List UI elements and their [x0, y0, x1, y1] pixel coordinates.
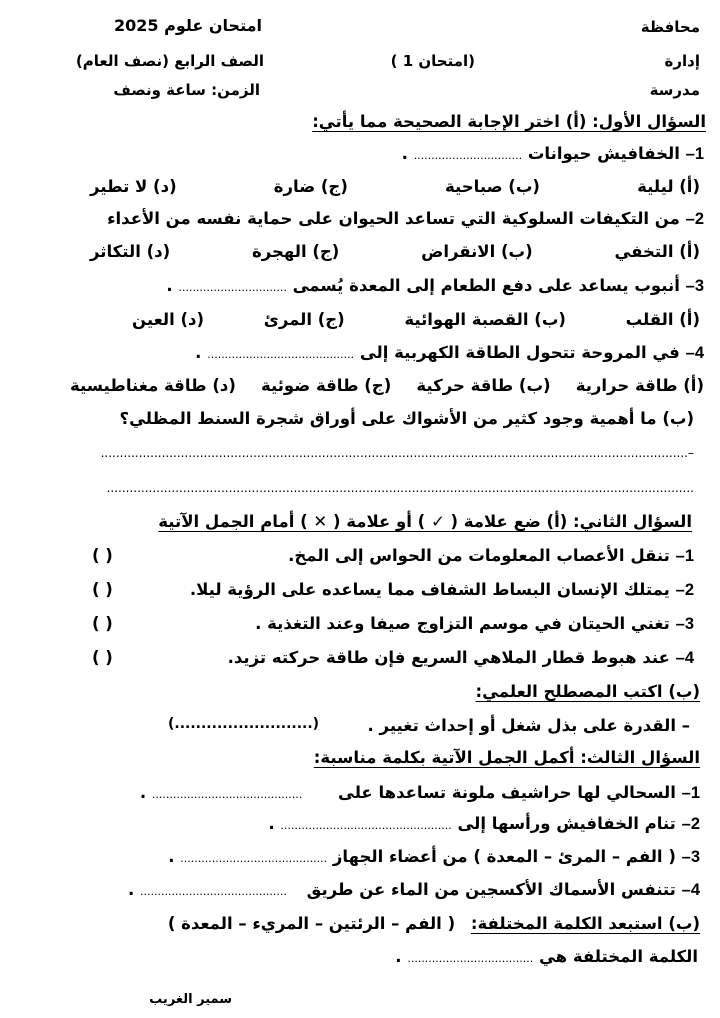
- q2-title: السؤال الثاني: (أ) ضع علامة ( ✓ ) أو علامة ( ✕ ) أمام الجمل الآتية: [158, 512, 692, 531]
- q3-item-3-end: .: [168, 847, 175, 866]
- q2-item-3: [255, 614, 694, 634]
- q3-item-1-number: 1–: [681, 784, 700, 802]
- q3-item-1-text: السحالي لها حراشيف ملونة تساعدها على: [338, 783, 676, 802]
- q1-item-1: [402, 144, 704, 164]
- q3-item-2-number: 2–: [681, 815, 700, 833]
- option-a[interactable]: (أ) التخفي: [614, 242, 700, 261]
- option-c[interactable]: (ج) الهجرة: [251, 242, 340, 261]
- q3-b-answer-label: الكلمة المختلفة هي: [538, 947, 698, 966]
- option-b[interactable]: (ب) الانقراض: [421, 242, 533, 261]
- q3-b-title: (ب) استبعد الكلمة المختلفة:: [470, 914, 700, 933]
- q1-item-4: [195, 343, 704, 363]
- q3-item-4-text: تتنفس الأسماك الأكسجين من الماء عن طريق: [306, 880, 676, 899]
- q3-item-1-end: .: [139, 783, 147, 802]
- q1-b-answer-line-1[interactable]: –..........................................................................................................................................................: [100, 446, 694, 460]
- q3-item-4-blank[interactable]: ..........................................: [139, 885, 287, 898]
- q1-item-3-end: .: [166, 276, 173, 295]
- option-a[interactable]: (أ) القلب: [625, 310, 700, 329]
- school-label: مدرسة: [649, 81, 700, 99]
- q3-item-2-blank[interactable]: .................................................: [280, 819, 452, 832]
- q3-title: السؤال الثالث: أكمل الجمل الآتية بكلمة مناسبة:: [313, 748, 700, 767]
- q1-item-1-number: 1–: [685, 145, 704, 163]
- q3-b-answer-line: [395, 947, 698, 966]
- q1-b-answer-line-2[interactable]: ..........................................................................................................................................................: [106, 481, 694, 495]
- q3-item-4: [128, 880, 700, 900]
- option-d[interactable]: (د) طاقة مغناطيسية: [70, 376, 236, 395]
- q2-item-4-number: 4–: [675, 649, 694, 667]
- q3-item-2-end: .: [268, 814, 275, 833]
- option-d[interactable]: (د) العين: [132, 310, 205, 329]
- teacher-signature: سمير الغريب: [149, 992, 232, 1007]
- q1-item-1-options: [90, 177, 700, 196]
- q1-item-2-number: 2–: [685, 210, 704, 228]
- administration-label: إدارة: [664, 52, 700, 70]
- q1-item-1-end: .: [401, 144, 408, 163]
- grade-label: الصف الرابع (نصف العام): [75, 52, 264, 70]
- q1-item-2-options: [90, 242, 700, 261]
- q3-b-answer-blank[interactable]: ....................................: [407, 952, 534, 965]
- option-d[interactable]: (د) لا تطير: [90, 177, 177, 196]
- q2-item-2-text: يمتلك الإنسان البساط الشفاف مما يساعده على الرؤية ليلا.: [189, 580, 670, 599]
- option-c[interactable]: (ج) طاقة ضوئية: [261, 376, 392, 395]
- q3-item-4-number: 4–: [681, 881, 700, 899]
- option-a[interactable]: (أ) ليلية: [637, 177, 700, 196]
- q2-item-3-answer[interactable]: ( ): [92, 614, 113, 633]
- time-label: الزمن: ساعة ونصف: [113, 81, 260, 99]
- q1-item-4-number: 4–: [685, 344, 704, 362]
- q3-item-1-blank[interactable]: ...........................................: [151, 788, 303, 801]
- option-d[interactable]: (د) التكاثر: [90, 242, 171, 261]
- q3-item-4-end: .: [127, 880, 135, 899]
- q2-item-1-number: 1–: [675, 547, 694, 565]
- q3-item-3-blank[interactable]: ..........................................: [180, 852, 328, 865]
- q3-item-1: [140, 783, 700, 803]
- q2-item-3-text: تغني الحيتان في موسم التزاوج صيفا وعند التغذية .: [255, 614, 670, 633]
- q2-b-item: – القدرة على بذل شغل أو إحداث تغيير .: [367, 716, 690, 735]
- governorate-label: محافظة: [640, 18, 700, 36]
- q3-b-line: [168, 914, 700, 933]
- exam-number: (امتحان 1 ): [390, 52, 475, 70]
- q2-b-answer[interactable]: (..........................): [168, 716, 320, 732]
- option-b[interactable]: (ب) القصبة الهوائية: [404, 310, 566, 329]
- q3-item-3-number: 3–: [681, 848, 700, 866]
- q3-b-words: ( الفم – الرئتين – المريء – المعدة ): [167, 914, 456, 933]
- q2-b-title: (ب) اكتب المصطلح العلمي:: [475, 682, 700, 701]
- q1-item-4-text: في المروحة تتحول الطاقة الكهربية إلى: [359, 343, 680, 362]
- q1-item-2-text: من التكيفات السلوكية التي تساعد الحيوان على حماية نفسه من الأعداء: [107, 209, 680, 228]
- q2-item-1-answer[interactable]: ( ): [92, 546, 113, 565]
- q1-item-4-end: .: [195, 343, 202, 362]
- q2-item-4-text: عند هبوط قطار الملاهي السريع فإن طاقة حركته تزيد.: [227, 648, 670, 667]
- q3-item-3-text: ( الفم – المرئ – المعدة ) من أعضاء الجهاز: [332, 847, 676, 866]
- q1-item-2: [107, 209, 704, 229]
- q1-b-question: (ب) ما أهمية وجود كثير من الأشواك على أوراق شجرة السنط المظلي؟: [119, 409, 694, 428]
- q1-item-3: [166, 276, 704, 296]
- q1-item-3-text: أنبوب يساعد على دفع الطعام إلى المعدة يُسمى: [292, 276, 680, 295]
- q1-item-1-blank: ...............................: [413, 149, 523, 162]
- q3-item-3: [168, 847, 700, 867]
- q1-item-3-blank: ...............................: [178, 281, 287, 294]
- option-b[interactable]: (ب) طاقة حركية: [416, 376, 551, 395]
- option-b[interactable]: (ب) صباحية: [445, 177, 540, 196]
- q1-item-4-blank: ..........................................: [207, 348, 355, 361]
- q2-item-1: [288, 546, 694, 566]
- q2-item-2-number: 2–: [675, 581, 694, 599]
- q2-item-3-number: 3–: [675, 615, 694, 633]
- q2-item-4-answer[interactable]: ( ): [92, 648, 113, 667]
- option-c[interactable]: (ج) ضارة: [273, 177, 348, 196]
- q3-item-2-text: تنام الخفافيش ورأسها إلى: [457, 814, 676, 833]
- q2-item-1-text: تنقل الأعصاب المعلومات من الحواس إلى المخ.: [288, 546, 670, 565]
- q2-item-2-answer[interactable]: ( ): [92, 580, 113, 599]
- q2-item-2: [190, 580, 694, 600]
- exam-title: امتحان علوم 2025: [113, 16, 262, 35]
- option-a[interactable]: (أ) طاقة حرارية: [575, 376, 704, 395]
- q1-title: السؤال الأول: (أ) اختر الإجابة الصحيحة مما يأتي:: [312, 112, 706, 131]
- q1-item-1-text: الخفافيش حيوانات: [527, 144, 680, 163]
- option-c[interactable]: (ج) المرئ: [263, 310, 345, 329]
- q2-item-4: [228, 648, 694, 668]
- q3-b-answer-end: .: [395, 947, 402, 966]
- q1-item-3-number: 3–: [685, 277, 704, 295]
- q3-item-2: [268, 814, 700, 834]
- q1-item-3-options: [132, 310, 700, 329]
- q1-item-4-options: [70, 376, 704, 395]
